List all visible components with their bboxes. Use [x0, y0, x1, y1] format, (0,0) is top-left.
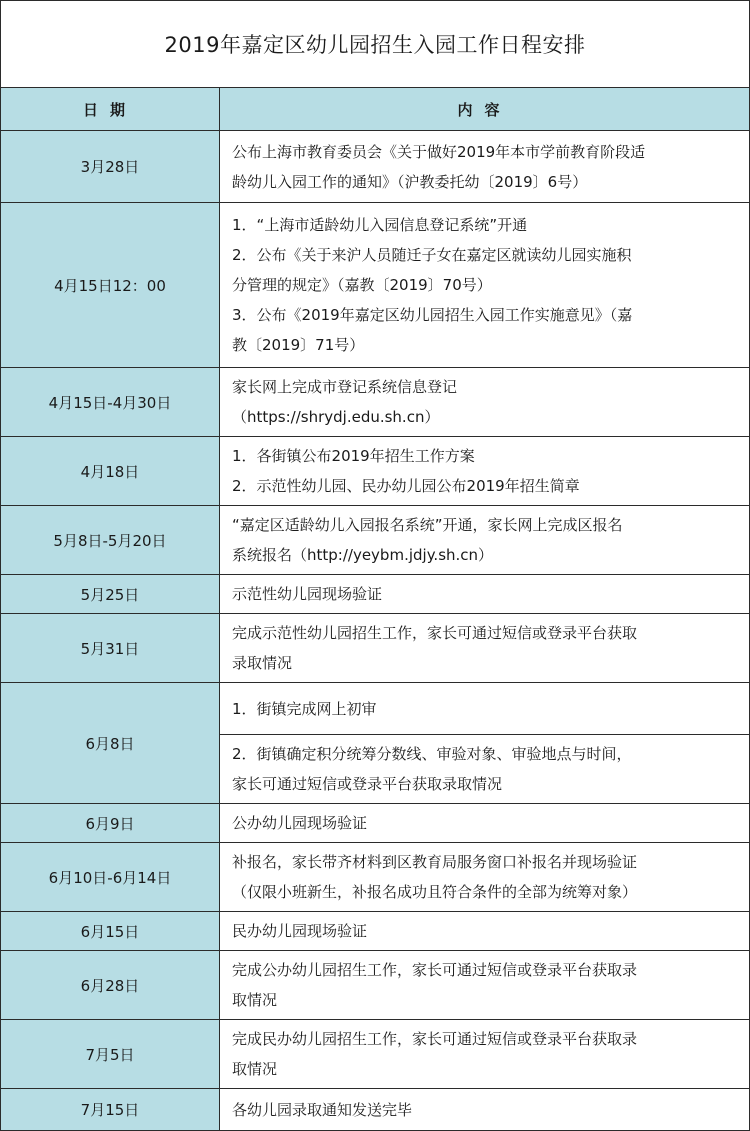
content-cell	[220, 1020, 750, 1089]
header-row	[1, 88, 750, 131]
date-cell: 4月15日-4月30日	[1, 368, 220, 437]
table-row	[1, 614, 750, 683]
content-cell	[220, 912, 750, 951]
date-cell: 6月15日	[1, 912, 220, 951]
content-line: 公办幼儿园现场验证	[232, 814, 368, 832]
date-cell: 6月8日	[1, 683, 220, 804]
content-line: 系统报名（http://yeybm.jdjy.sh.cn）	[232, 546, 494, 564]
date-column-header: 日期	[1, 88, 220, 131]
date-cell: 5月25日	[1, 575, 220, 614]
content-cell	[220, 1089, 750, 1131]
table-row	[1, 843, 750, 912]
table-row	[1, 804, 750, 843]
table-row	[1, 683, 750, 735]
table-row	[1, 131, 750, 203]
content-line: 各幼儿园录取通知发送完毕	[232, 1100, 413, 1119]
content-line: 家长可通过短信或登录平台获取录取情况	[232, 775, 503, 793]
content-line: 完成公办幼儿园招生工作，家长可通过短信或登录平台获取录	[232, 961, 638, 979]
content-line: 录取情况	[232, 654, 293, 672]
content-line: 龄幼儿入园工作的通知》（沪教委托幼〔2019〕6号）	[232, 172, 588, 191]
content-line: 1．各街镇公布2019年招生工作方案	[232, 447, 475, 465]
date-cell: 3月28日	[1, 131, 220, 203]
content-column-header: 内容	[220, 88, 750, 131]
date-cell: 7月15日	[1, 1089, 220, 1131]
content-cell	[220, 951, 750, 1020]
table-row	[1, 951, 750, 1020]
table-title: 2019年嘉定区幼儿园招生入园工作日程安排	[1, 1, 750, 88]
table-row	[1, 506, 750, 575]
content-line: 1．“上海市适龄幼儿入园信息登记系统”开通	[232, 216, 528, 234]
date-cell: 5月8日-5月20日	[1, 506, 220, 575]
content-line: 完成民办幼儿园招生工作，家长可通过短信或登录平台获取录	[232, 1030, 638, 1048]
content-line: 示范性幼儿园现场验证	[232, 585, 383, 603]
content-line: 2．示范性幼儿园、民办幼儿园公布2019年招生简章	[232, 477, 580, 495]
content-line: 3．公布《2019年嘉定区幼儿园招生入园工作实施意见》（嘉	[232, 306, 633, 324]
table-row	[1, 1020, 750, 1089]
content-line: 取情况	[232, 1060, 278, 1078]
content-line: 补报名，家长带齐材料到区教育局服务窗口补报名并现场验证	[232, 853, 638, 871]
content-cell	[220, 614, 750, 683]
content-cell	[220, 203, 750, 368]
table-row	[1, 912, 750, 951]
date-cell: 4月18日	[1, 437, 220, 506]
content-line: 2．公布《关于来沪人员随迁子女在嘉定区就读幼儿园实施积	[232, 246, 632, 264]
date-cell: 6月10日-6月14日	[1, 843, 220, 912]
content-cell	[220, 437, 750, 506]
content-line: 1．街镇完成网上初审	[232, 699, 377, 718]
content-line: 家长网上完成市登记系统信息登记	[232, 378, 458, 396]
date-cell: 5月31日	[1, 614, 220, 683]
table-row	[1, 203, 750, 368]
content-cell	[220, 804, 750, 843]
content-line: 完成示范性幼儿园招生工作，家长可通过短信或登录平台获取	[232, 624, 638, 642]
content-cell	[220, 131, 750, 203]
table-row	[1, 368, 750, 437]
content-line: 2．街镇确定积分统筹分数线、审验对象、审验地点与时间，	[232, 745, 632, 763]
content-line: 民办幼儿园现场验证	[232, 922, 368, 940]
content-line: 教〔2019〕71号）	[232, 336, 365, 354]
content-line: （https://shrydj.edu.sh.cn）	[232, 408, 440, 426]
date-cell: 7月5日	[1, 1020, 220, 1089]
date-cell: 6月28日	[1, 951, 220, 1020]
content-cell	[220, 506, 750, 575]
content-cell	[220, 368, 750, 437]
date-cell: 4月15日12：00	[1, 203, 220, 368]
date-cell: 6月9日	[1, 804, 220, 843]
content-line: 取情况	[232, 991, 278, 1009]
content-line: 分管理的规定》（嘉教〔2019〕70号）	[232, 276, 492, 294]
content-cell	[220, 683, 750, 735]
content-line: （仅限小班新生，补报名成功且符合条件的全部为统筹对象）	[232, 883, 638, 901]
table-row	[1, 575, 750, 614]
content-line: “嘉定区适龄幼儿入园报名系统”开通，家长网上完成区报名	[232, 516, 623, 534]
content-cell	[220, 735, 750, 804]
content-cell	[220, 575, 750, 614]
table-row	[1, 1089, 750, 1131]
content-line: 公布上海市教育委员会《关于做好2019年本市学前教育阶段适	[232, 142, 646, 161]
content-cell	[220, 843, 750, 912]
table-row	[1, 437, 750, 506]
